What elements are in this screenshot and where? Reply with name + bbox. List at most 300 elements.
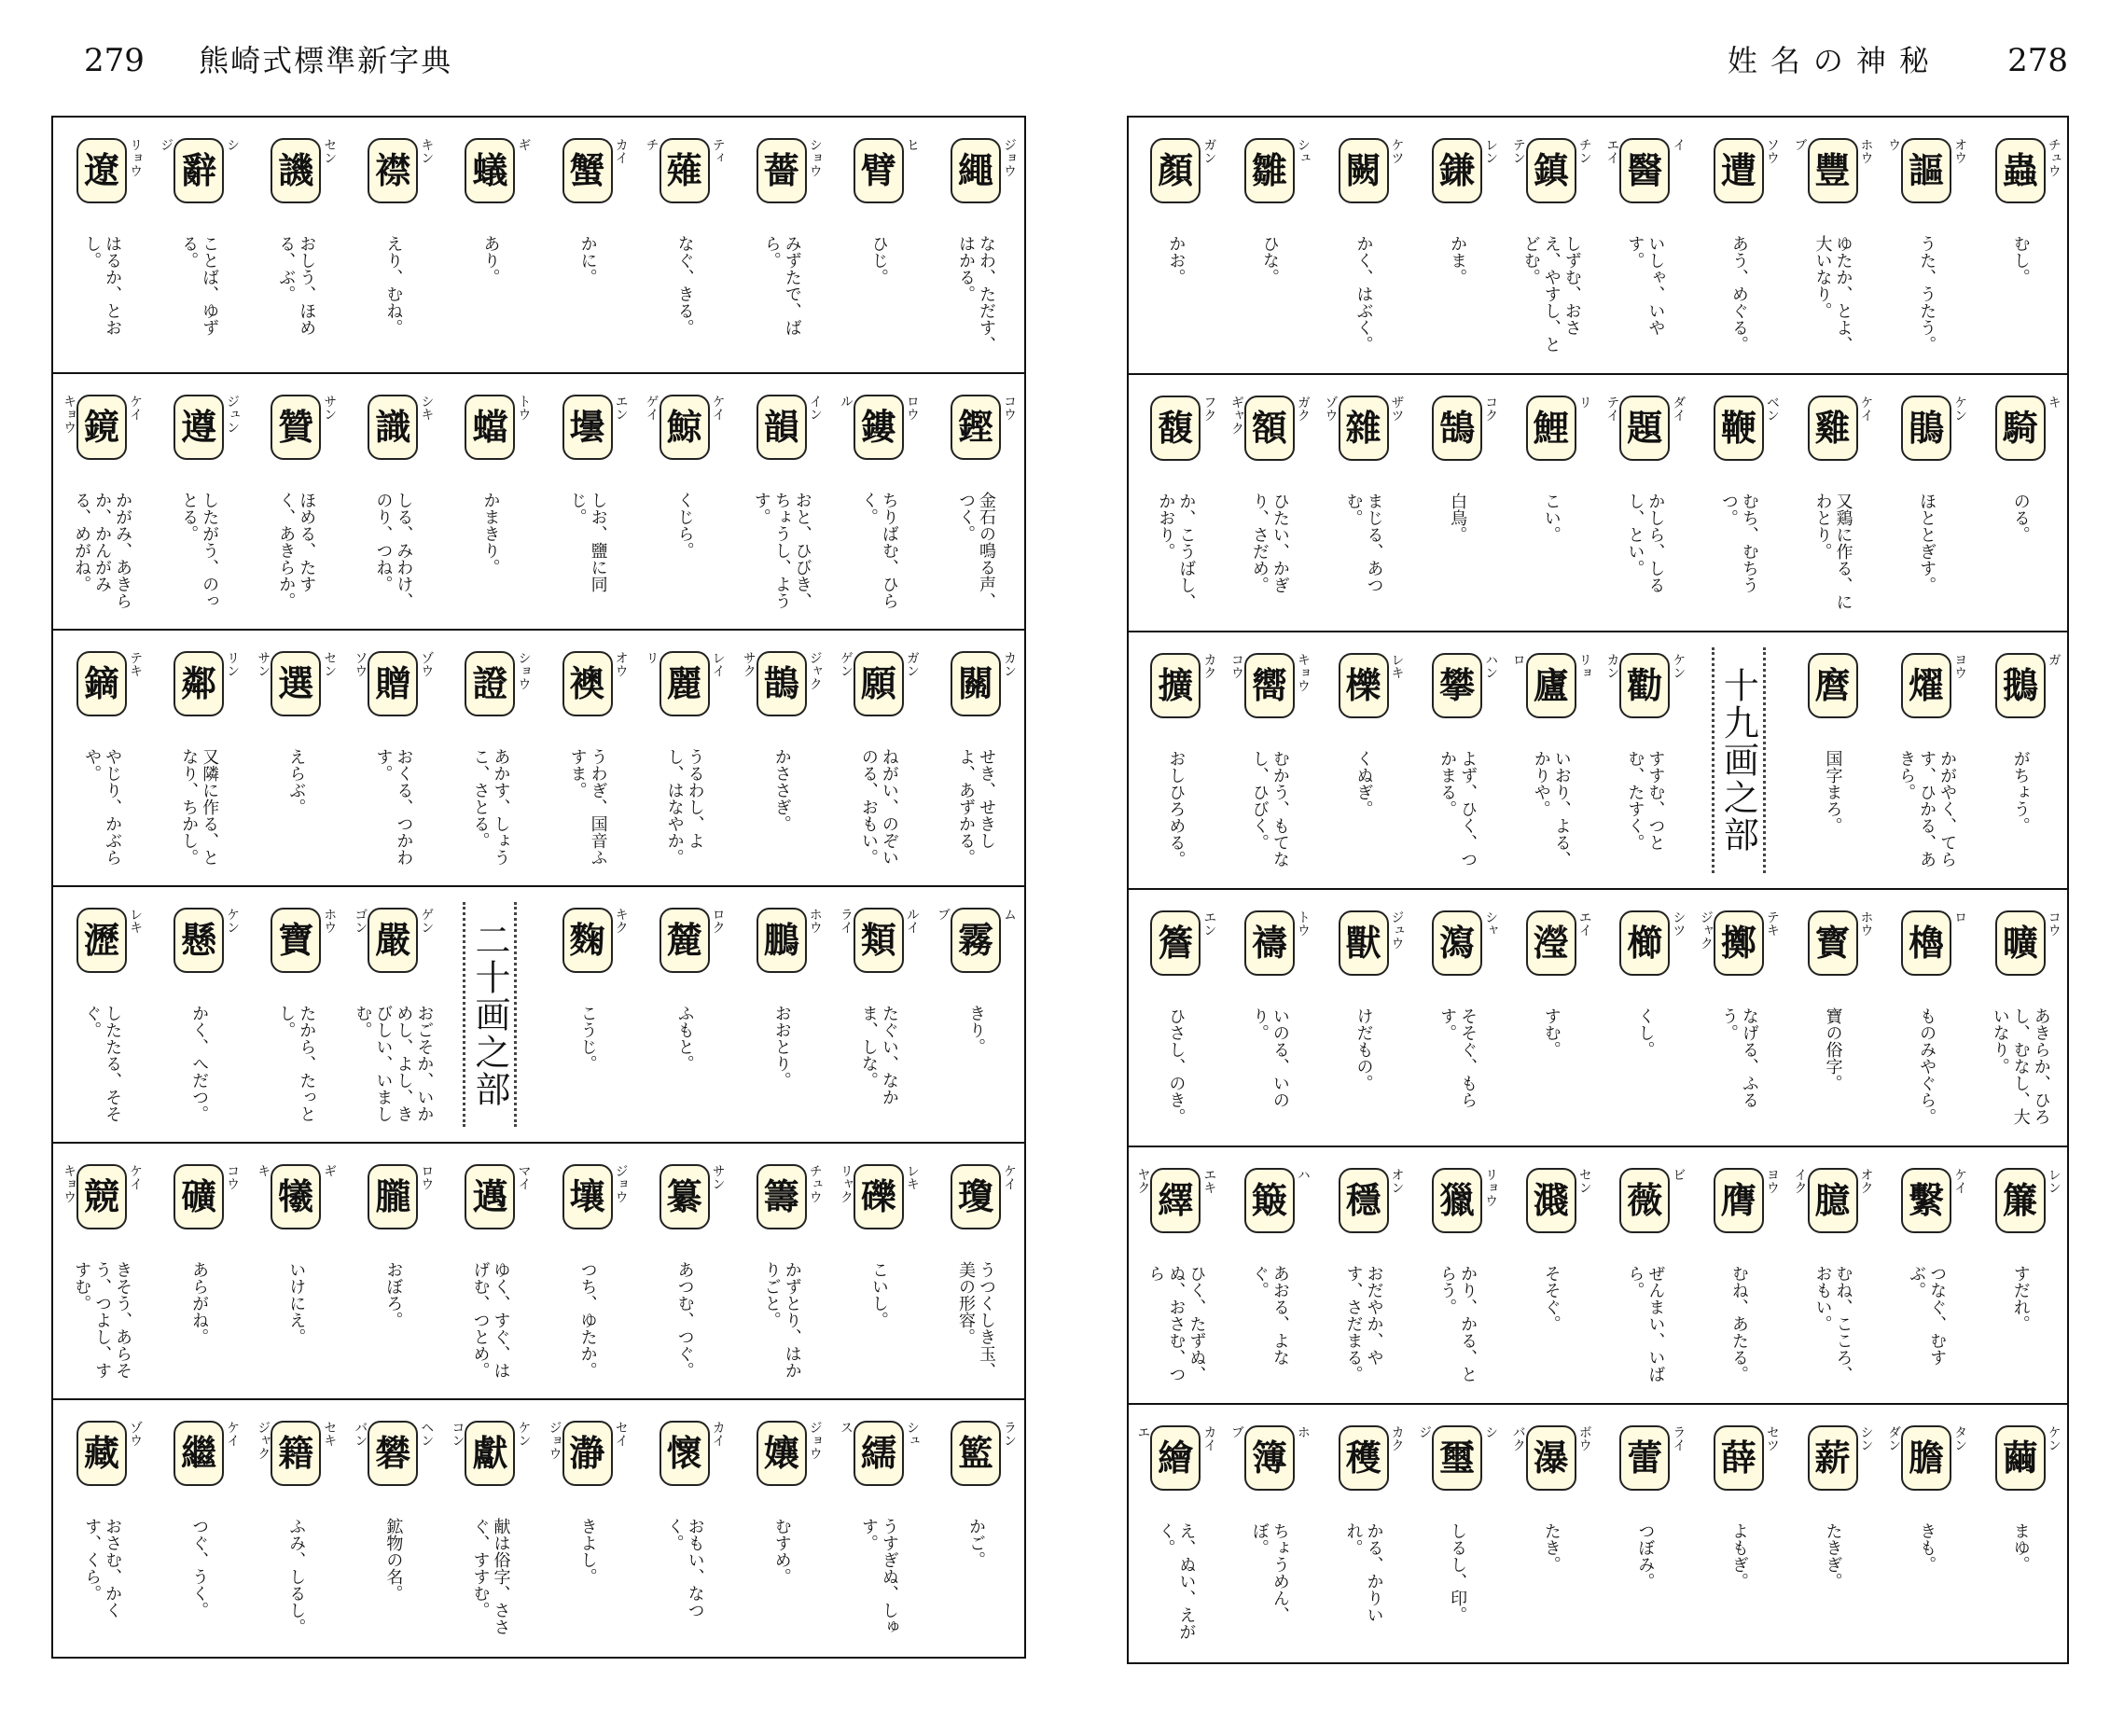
kanji-meaning: まじる、あつむ。 [1343,493,1384,593]
kanji-meaning: けだもの。 [1354,1007,1374,1091]
kanji-reading: ム [1001,908,1017,921]
kanji-entry [1692,118,1786,373]
kanji-meaning: たぐい、なかま、しな。 [858,1005,899,1105]
kanji-entry [344,631,441,885]
kanji-entry [733,118,830,372]
kanji-alt-reading: バク [1510,1425,1526,1451]
kanji-entry [1129,890,1223,1146]
kanji-character: 騎 [1995,396,2046,461]
kanji-meaning: おだやか、やす、さだまる。 [1343,1265,1384,1382]
section-heading [441,887,538,1142]
kanji-meaning: いけにえ。 [286,1261,307,1345]
kanji-character: 擲 [1714,910,1764,976]
kanji-reading: ロウ [904,395,920,421]
kanji-character: 擴 [1150,653,1201,718]
kanji-character: 邁 [465,1164,515,1229]
kanji-reading: ケン [1952,396,1968,422]
kanji-character: 襖 [562,651,613,716]
kanji-character: 繼 [174,1421,224,1486]
kanji-entry [636,631,733,885]
right-page-title: 姓名の神秘 [1727,43,1942,78]
kanji-meaning: そそぐ、もらす。 [1437,1007,1478,1108]
kanji-entry [344,1400,441,1657]
kanji-entry [344,374,441,629]
kanji-reading: セキ [322,1421,338,1447]
kanji-character: 雜 [1339,396,1389,461]
kanji-meaning: うた、うたう。 [1917,235,1937,353]
kanji-alt-reading: エ [1135,1425,1151,1438]
kanji-entry [1973,632,2067,888]
kanji-entry [539,374,636,629]
kanji-meaning: いのる、いのり。 [1249,1007,1290,1108]
kanji-meaning: いしゃ、いやす。 [1625,235,1666,336]
kanji-reading: ハ [1295,1168,1311,1181]
kanji-entry [830,1144,927,1398]
kanji-reading: リョウ [128,138,144,177]
kanji-meaning: え、ぬい、えがく。 [1156,1522,1197,1640]
kanji-reading: キ [2046,396,2062,409]
kanji-character: 攀 [1432,653,1482,718]
kanji-reading: ケン [2046,1425,2062,1451]
kanji-entry [1223,118,1317,373]
kanji-reading: リン [225,651,241,677]
kanji-meaning: 鉱物の名。 [383,1518,404,1602]
kanji-character: 鏑 [76,651,127,716]
kanji-entry [1598,375,1692,631]
kanji-entry [1973,890,2067,1146]
kanji-reading: ジュウ [1389,910,1405,950]
kanji-reading: サン [710,1164,726,1190]
kanji-meaning: 献は俗字、ささぐ、すすむ。 [470,1518,511,1635]
kanji-meaning: やじり、かぶらや。 [82,748,123,866]
kanji-character: 籌 [757,1164,807,1229]
kanji-entry [1129,1405,1223,1662]
kanji-entry [150,374,247,629]
kanji-reading: カイ [613,138,629,164]
kanji-alt-reading: リ [644,651,659,664]
kanji-meaning: こうじ。 [577,1005,598,1072]
kanji-reading: キン [419,138,435,164]
kanji-meaning: ねがい、のぞいのる、おもい。 [858,748,899,866]
kanji-alt-reading: ソウ [353,651,368,677]
kanji-character: 纂 [659,1164,710,1229]
kanji-meaning: えり、むね。 [383,235,404,336]
kanji-reading: エイ [1576,910,1592,937]
kanji-entry [733,887,830,1142]
kanji-meaning: おごそか、いかめし、よし、きびしい、いましむ。 [353,1005,435,1122]
kanji-meaning: みずたで、ばら。 [761,235,802,336]
kanji-character: 遵 [174,395,224,460]
kanji-character: 瀅 [1526,910,1576,976]
kanji-entry [1598,632,1692,888]
kanji-character: 璽 [1432,1425,1482,1491]
kanji-character: 燿 [1901,653,1951,718]
kanji-entry [1785,890,1880,1146]
kanji-meaning: あおる、よなぐ。 [1249,1265,1290,1366]
kanji-entry [733,374,830,629]
kanji-reading: コウ [1001,395,1017,421]
kanji-entry [1410,1405,1505,1662]
kanji-character: 闕 [1339,138,1389,203]
kanji-entry [733,631,830,885]
kanji-entry [1973,118,2067,373]
kanji-reading: セン [322,138,338,164]
kanji-meaning: むし。 [2010,235,2031,285]
kanji-meaning: よもぎ。 [1728,1522,1749,1590]
kanji-alt-reading: コン [450,1421,465,1447]
kanji-entry [1223,1147,1317,1403]
kanji-meaning: むち、むちうつ。 [1718,493,1759,593]
kanji-alt-reading: テン [1510,138,1526,164]
kanji-reading: コク [1483,396,1499,422]
kanji-meaning: ちょうめん、ぼ。 [1249,1522,1290,1623]
kanji-character: 瀉 [1432,910,1482,976]
kanji-reading: ギ [322,1164,338,1177]
kanji-reading: チュウ [807,1164,823,1203]
kanji-reading: セイ [613,1421,629,1447]
kanji-character: 鵠 [1432,396,1482,461]
kanji-reading: ケン [516,1421,532,1447]
kanji-meaning: せき、せきしよ、あずかる。 [955,748,996,866]
kanji-reading: ロク [710,908,726,934]
kanji-character: 題 [1619,396,1670,461]
kanji-entry [927,887,1024,1142]
kanji-entry [247,374,344,629]
kanji-character: 鏡 [76,395,127,460]
kanji-alt-reading: バン [353,1421,368,1447]
section-heading-text: 十九画之部 [1717,667,1759,854]
kanji-character: 顏 [1150,138,1201,203]
kanji-meaning: くじら。 [674,492,695,559]
kanji-alt-reading: ジ [1417,1425,1433,1438]
kanji-reading: ケイ [1001,1164,1017,1190]
kanji-meaning: のる。 [2010,493,2031,543]
kanji-meaning: かささぎ。 [771,748,792,832]
kanji-entry [830,118,927,372]
kanji-meaning: こい。 [1541,493,1562,543]
kanji-meaning: むすめ。 [771,1518,792,1585]
kanji-meaning: たき。 [1541,1522,1562,1573]
kanji-reading: レン [2046,1168,2062,1194]
kanji-entry [1223,375,1317,631]
kanji-meaning: あつむ、つぐ。 [674,1261,695,1379]
kanji-entry [53,887,150,1142]
kanji-reading: ゾウ [419,651,435,677]
kanji-character: 壜 [562,395,613,460]
kanji-entry [539,118,636,372]
kanji-entry [539,887,636,1142]
kanji-reading: カク [1201,653,1217,679]
kanji-reading: ソウ [1764,138,1780,164]
kanji-meaning: かがみ、あきらか、かんがみる、めがね。 [72,492,133,609]
kanji-meaning: つち、ゆたか。 [577,1261,598,1379]
kanji-meaning: いおり、よる、かりや。 [1531,750,1572,868]
kanji-character: 薇 [1619,1168,1670,1233]
kanji-meaning: きよし。 [577,1518,598,1585]
kanji-meaning: ほめる、たすく、あきらか。 [276,492,317,609]
kanji-alt-reading: エイ [1604,138,1620,164]
kanji-meaning: あう、めぐる。 [1728,235,1749,353]
kanji-entry [927,631,1024,885]
kanji-reading: オク [1858,1168,1874,1194]
kanji-meaning: きり。 [965,1005,986,1055]
kanji-meaning: たから、たっとし。 [276,1005,317,1122]
kanji-reading: マイ [516,1164,532,1190]
kanji-reading: ガン [1201,138,1217,164]
kanji-entry [927,1144,1024,1398]
kanji-entry [1316,890,1410,1146]
kanji-alt-reading: ジ [159,138,174,151]
kanji-entry [927,374,1024,629]
kanji-reading: チュウ [2046,138,2062,177]
kanji-meaning: よず、ひく、つかまる。 [1437,750,1478,868]
kanji-character: 朧 [368,1164,418,1229]
kanji-entry [1316,632,1410,888]
kanji-character: 醫 [1619,138,1670,203]
kanji-meaning: ぜんまい、いばら。 [1625,1265,1666,1382]
left-page-number: 279 [84,42,145,79]
kanji-alt-reading: ブ [1792,138,1808,151]
right-page-number: 278 [2007,42,2068,79]
kanji-character: 麓 [659,908,710,973]
kanji-reading: ティ [710,138,726,164]
kanji-character: 礫 [854,1164,904,1229]
kanji-reading: ジャク [807,651,823,690]
kanji-character: 蕾 [1619,1425,1670,1491]
kanji-entry [150,118,247,372]
kanji-character: 繫 [1901,1168,1951,1233]
kanji-character: 廬 [1526,653,1576,718]
kanji-meaning: すだれ。 [2010,1265,2031,1332]
kanji-alt-reading: コウ [1229,653,1244,679]
kanji-meaning: ひく、たずぬ、ぬ、おさむ、つら [1145,1265,1207,1382]
kanji-entry [247,1400,344,1657]
kanji-meaning: 白鳥。 [1448,493,1468,543]
kanji-character: 鯉 [1526,396,1576,461]
kanji-entry [247,631,344,885]
kanji-character: 簾 [1995,1168,2046,1233]
kanji-character: 識 [368,395,418,460]
kanji-entry [1880,375,1974,631]
right-row [1129,375,2067,632]
kanji-meaning: がちょう。 [2010,750,2031,834]
left-row [53,1400,1024,1657]
kanji-meaning: かずとり、はかりごと。 [761,1261,802,1379]
kanji-entry [636,1144,733,1398]
kanji-character: 選 [271,651,321,716]
kanji-reading: カイ [1201,1425,1217,1451]
kanji-character: 雛 [1244,138,1295,203]
kanji-character: 薪 [1808,1425,1858,1491]
kanji-character: 臆 [1808,1168,1858,1233]
kanji-alt-reading: ライ [838,908,854,934]
kanji-meaning: ことば、ゆずる。 [179,235,220,336]
kanji-reading: リョ [1576,653,1592,679]
kanji-character: 藏 [76,1421,127,1486]
kanji-entry [636,118,733,372]
kanji-reading: レイ [710,651,726,677]
kanji-alt-reading: ウ [1886,138,1902,151]
kanji-meaning: ゆたか、とよ、大いなり。 [1812,235,1853,353]
kanji-reading: ヨウ [1764,1168,1780,1194]
kanji-reading: エン [1201,910,1217,937]
kanji-alt-reading: テイ [1604,396,1620,422]
kanji-meaning: そそぐ。 [1541,1265,1562,1332]
kanji-character: 寳 [1808,910,1858,976]
kanji-character: 犧 [271,1164,321,1229]
kanji-entry [1880,118,1974,373]
kanji-meaning: ひな。 [1259,235,1280,285]
kanji-alt-reading: ゲイ [644,395,659,421]
kanji-entry [441,118,538,372]
kanji-character: 嚮 [1244,653,1295,718]
kanji-meaning: つぼみ。 [1635,1522,1656,1590]
kanji-character: 薛 [1714,1425,1764,1491]
kanji-character: 瓊 [951,1164,1001,1229]
kanji-meaning: うつくしき玉、美の形容。 [955,1261,996,1379]
kanji-character: 獵 [1432,1168,1482,1233]
kanji-entry [1785,632,1880,888]
kanji-character: 繹 [1150,1168,1201,1233]
kanji-alt-reading: ス [838,1421,854,1434]
kanji-reading: レキ [1389,653,1405,679]
kanji-character: 關 [951,651,1001,716]
kanji-reading: オウ [1952,138,1968,164]
kanji-alt-reading: ロ [1510,653,1526,666]
kanji-reading: チン [1576,138,1592,164]
kanji-meaning: しお、鹽に同じ。 [567,492,608,592]
kanji-entry [1316,1405,1410,1662]
kanji-alt-reading: ル [838,395,854,408]
kanji-character: 鄰 [174,651,224,716]
kanji-reading: シキ [419,395,435,421]
kanji-reading: シ [1483,1425,1499,1438]
kanji-reading: シュ [904,1421,920,1447]
kanji-entry [1504,890,1598,1146]
kanji-meaning: おくる、つかわす。 [373,748,414,866]
kanji-entry [344,887,441,1142]
kanji-reading: セツ [1764,1425,1780,1451]
kanji-reading: ラン [1001,1421,1017,1447]
kanji-reading: ルイ [904,908,920,934]
kanji-reading: ギ [516,138,532,151]
kanji-reading: ガ [2046,653,2062,666]
kanji-meaning: ものみやぐら。 [1917,1007,1937,1125]
kanji-reading: キョウ [1295,653,1311,692]
kanji-entry [1880,632,1974,888]
kanji-alt-reading: ジャク [1698,910,1714,950]
kanji-alt-reading: ゾウ [1323,396,1339,422]
kanji-entry [1410,375,1505,631]
kanji-alt-reading: チ [644,138,659,151]
kanji-meaning: かく、へだつ。 [189,1005,210,1122]
kanji-meaning: 国字まろ。 [1823,750,1843,834]
kanji-alt-reading: ギャク [1229,396,1244,435]
kanji-meaning: たきぎ。 [1823,1522,1843,1590]
kanji-reading: シュ [1295,138,1311,164]
kanji-entry [441,374,538,629]
kanji-entry [1973,375,2067,631]
kanji-reading: ゲン [419,908,435,934]
kanji-meaning: くぬぎ。 [1354,750,1374,817]
kanji-alt-reading: ジョウ [547,1421,562,1460]
kanji-reading: ヨウ [1952,653,1968,679]
kanji-reading: カン [1001,651,1017,677]
kanji-meaning: ひじ。 [868,235,889,285]
left-page-title: 熊崎式標準新字典 [199,43,453,78]
kanji-meaning: 又鶏に作る、にわとり。 [1812,493,1853,610]
kanji-entry [1598,1147,1692,1403]
kanji-character: 鯨 [659,395,710,460]
kanji-meaning: あかす、しょうこ、さとる。 [470,748,511,866]
kanji-entry [1598,1405,1692,1662]
kanji-meaning: かしら、しるし、とい。 [1625,493,1666,593]
kanji-entry [1410,632,1505,888]
kanji-entry [1316,1147,1410,1403]
kanji-character: 籍 [271,1421,321,1486]
kanji-meaning: おぼろ。 [383,1261,404,1328]
kanji-character: 雞 [1808,396,1858,461]
kanji-character: 鵝 [1995,653,2046,718]
left-row [53,631,1024,887]
kanji-entry [1785,118,1880,373]
kanji-meaning: おしひろめる。 [1166,750,1187,868]
kanji-entry [53,1144,150,1398]
section-heading-text: 二十画之部 [468,921,510,1108]
kanji-meaning: かり、かる、とらう。 [1437,1265,1478,1382]
kanji-reading: ケイ [225,1421,241,1447]
kanji-meaning: しる、みわけ、のり、つね。 [373,492,414,609]
kanji-character: 臂 [854,138,904,203]
kanji-entry [247,887,344,1142]
kanji-reading: ショウ [516,651,532,690]
kanji-meaning: ちりばむ、ひらく。 [858,492,899,609]
kanji-entry [1410,1147,1505,1403]
kanji-entry [1223,632,1317,888]
kanji-entry [1880,890,1974,1146]
kanji-reading: ガク [1295,396,1311,422]
kanji-character: 豐 [1808,138,1858,203]
kanji-reading: ショウ [807,138,823,177]
kanji-alt-reading: キョウ [62,1164,77,1203]
kanji-character: 鵲 [757,651,807,716]
kanji-entry [733,1144,830,1398]
kanji-meaning: しるし、印。 [1448,1522,1468,1623]
kanji-meaning: えらぶ。 [286,748,307,815]
kanji-character: 濺 [1526,1168,1576,1233]
kanji-entry [1129,1147,1223,1403]
kanji-reading: ケイ [1858,396,1874,422]
left-row [53,118,1024,374]
kanji-entry [441,1400,538,1657]
kanji-character: 馥 [1150,396,1201,461]
kanji-reading: ビ [1671,1168,1687,1181]
kanji-character: 襟 [368,138,418,203]
kanji-entry [247,1144,344,1398]
kanji-entry [1504,1405,1598,1662]
kanji-reading: ジョウ [613,1164,629,1203]
kanji-entry [733,1400,830,1657]
kanji-character: 鎌 [1432,138,1482,203]
kanji-reading: テキ [128,651,144,677]
kanji-reading: リ [1576,396,1592,409]
kanji-entry [636,374,733,629]
kanji-meaning: かに。 [577,235,598,285]
kanji-reading: カク [1389,1425,1405,1451]
kanji-entry [1504,632,1598,888]
kanji-entry [1785,375,1880,631]
kanji-entry [830,1400,927,1657]
